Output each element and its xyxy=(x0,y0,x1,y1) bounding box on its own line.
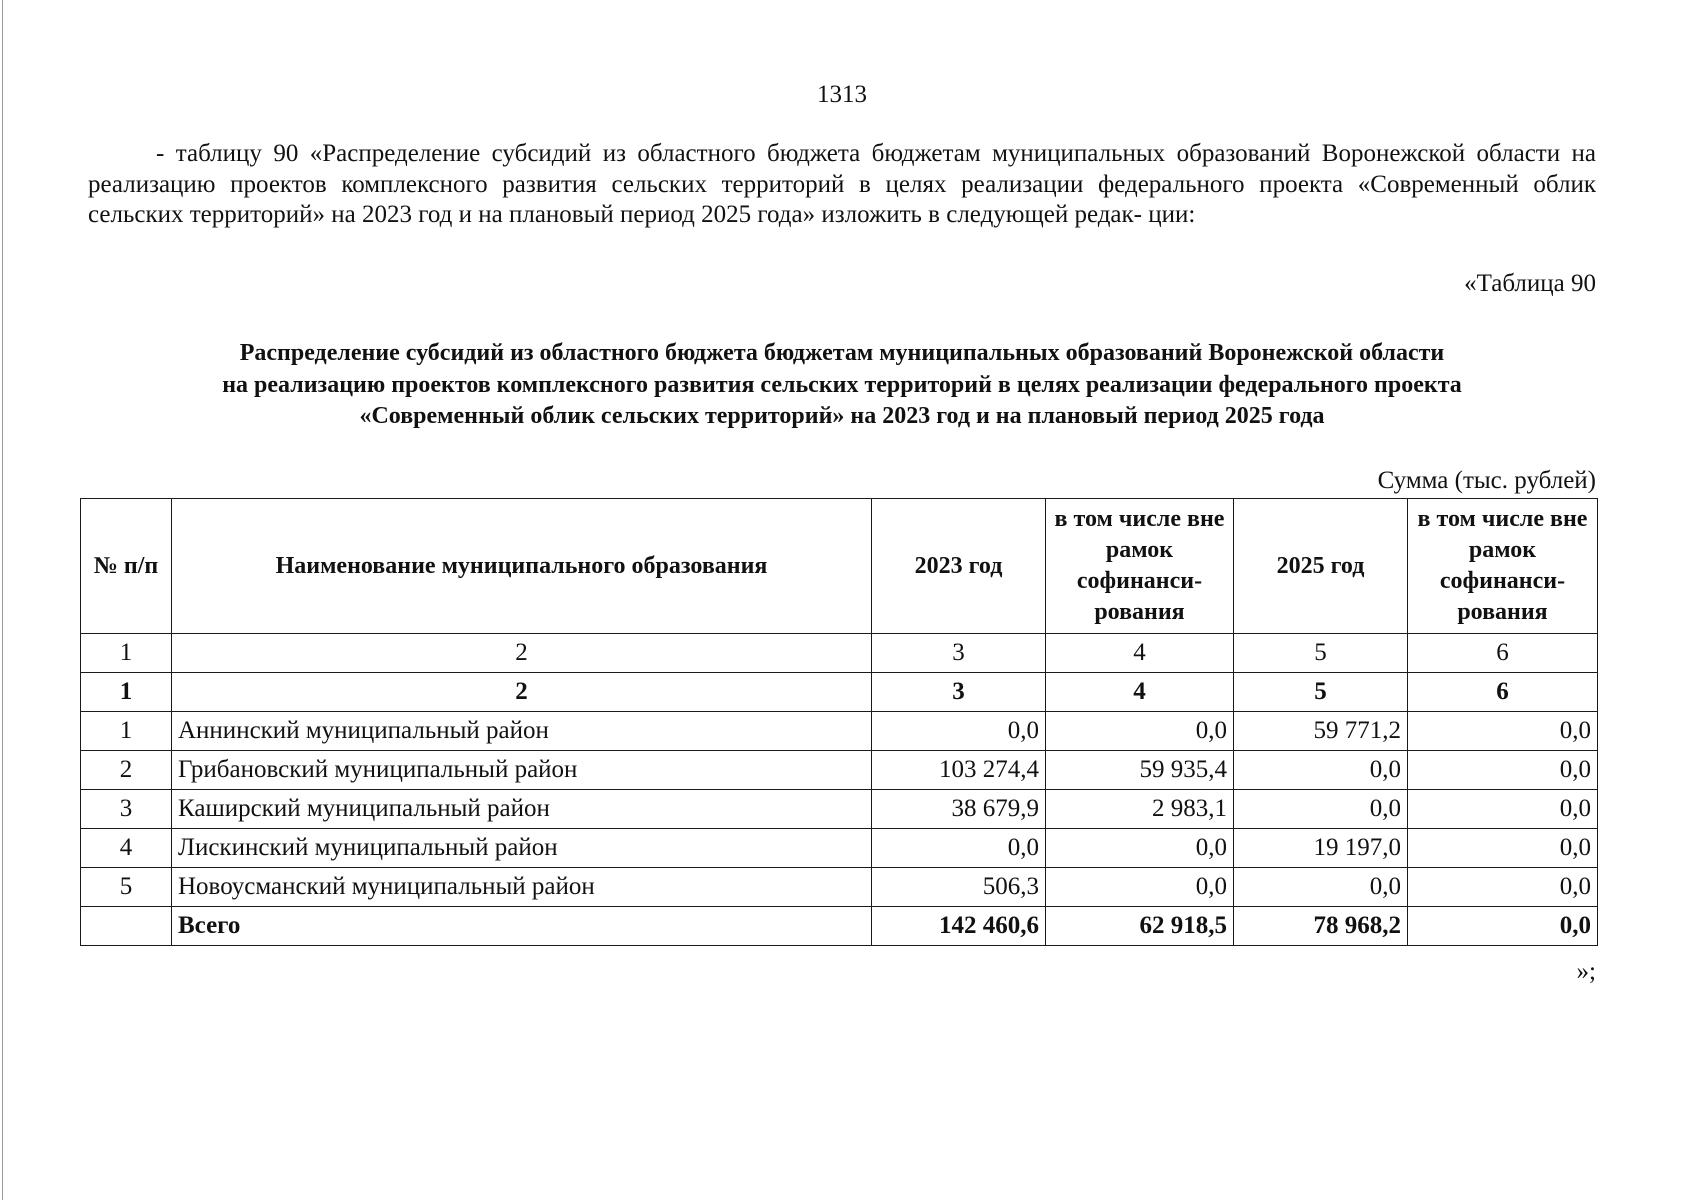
row-2023: 0,0 xyxy=(872,712,1046,751)
table-label: «Таблица 90 xyxy=(1464,270,1596,297)
row-2025: 0,0 xyxy=(1234,868,1408,907)
table-row xyxy=(81,868,1598,907)
row-num: 3 xyxy=(81,790,172,829)
bold-index-cell: 4 xyxy=(1046,673,1234,712)
bold-index-cell: 2 xyxy=(172,673,872,712)
total-row xyxy=(81,907,1598,946)
units-label: Сумма (тыс. рублей) xyxy=(1377,467,1596,494)
total-2023-extra: 62 918,5 xyxy=(1046,907,1234,946)
row-2023-extra: 59 935,4 xyxy=(1046,751,1234,790)
total-label: Всего xyxy=(172,907,872,946)
header-num: № п/п xyxy=(81,499,172,634)
row-2025-extra: 0,0 xyxy=(1408,751,1598,790)
page-edge-line xyxy=(2,0,3,1200)
row-2023-extra: 0,0 xyxy=(1046,829,1234,868)
table-row xyxy=(81,790,1598,829)
total-2025-extra: 0,0 xyxy=(1408,907,1598,946)
row-2023-extra: 0,0 xyxy=(1046,712,1234,751)
table-header-row xyxy=(81,499,1598,634)
row-2025-extra: 0,0 xyxy=(1408,790,1598,829)
row-name: Каширский муниципальный район xyxy=(172,790,872,829)
subsidy-table xyxy=(80,498,1598,946)
table-row xyxy=(81,712,1598,751)
row-2023: 506,3 xyxy=(872,868,1046,907)
total-2023: 142 460,6 xyxy=(872,907,1046,946)
header-2025-extra: в том числе вне рамок софинанси- рования xyxy=(1408,499,1598,634)
header-2025: 2025 год xyxy=(1234,499,1408,634)
table-title-line-2: на реализацию проектов комплексного развития сельских территорий в целях реализации федерального проекта xyxy=(222,371,1462,398)
table-row xyxy=(81,751,1598,790)
table-row xyxy=(81,829,1598,868)
row-2025: 59 771,2 xyxy=(1234,712,1408,751)
index-cell: 2 xyxy=(172,634,872,673)
row-name: Аннинский муниципальный район xyxy=(172,712,872,751)
table-title xyxy=(88,338,1596,433)
index-cell: 6 xyxy=(1408,634,1598,673)
row-num: 5 xyxy=(81,868,172,907)
bold-index-cell: 5 xyxy=(1234,673,1408,712)
index-cell: 1 xyxy=(81,634,172,673)
index-cell: 5 xyxy=(1234,634,1408,673)
row-2025: 19 197,0 xyxy=(1234,829,1408,868)
intro-paragraph: - таблицу 90 «Распределение субсидий из областного бюджета бюджетам муниципальных образований Воронежской области на реализацию проектов комплексного развития сельских территорий в целях реализации федерального проекта «Современный облик сельских территорий» на 2023 год и на плановый период 2025 года» изложить в следующей редак- ции: xyxy=(88,140,1596,228)
total-num xyxy=(81,907,172,946)
row-2025-extra: 0,0 xyxy=(1408,712,1598,751)
row-2023: 103 274,4 xyxy=(872,751,1046,790)
page-number: 1313 xyxy=(817,81,867,108)
closing-quote: »; xyxy=(1576,958,1596,985)
row-2023: 38 679,9 xyxy=(872,790,1046,829)
bold-index-cell: 1 xyxy=(81,673,172,712)
index-cell: 3 xyxy=(872,634,1046,673)
row-name: Лискинский муниципальный район xyxy=(172,829,872,868)
header-2023-extra: в том числе вне рамок софинанси- рования xyxy=(1046,499,1234,634)
bold-index-cell: 3 xyxy=(872,673,1046,712)
header-name: Наименование муниципального образования xyxy=(172,499,872,634)
row-name: Новоусманский муниципальный район xyxy=(172,868,872,907)
row-num: 4 xyxy=(81,829,172,868)
row-2025-extra: 0,0 xyxy=(1408,868,1598,907)
table-title-line-1: Распределение субсидий из областного бюджета бюджетам муниципальных образований Воронежской области xyxy=(239,340,1445,366)
row-num: 1 xyxy=(81,712,172,751)
total-2025: 78 968,2 xyxy=(1234,907,1408,946)
index-cell: 4 xyxy=(1046,634,1234,673)
row-2023-extra: 0,0 xyxy=(1046,868,1234,907)
bold-column-index-row xyxy=(81,673,1598,712)
header-2023: 2023 год xyxy=(872,499,1046,634)
row-2025-extra: 0,0 xyxy=(1408,829,1598,868)
bold-index-cell: 6 xyxy=(1408,673,1598,712)
row-2023: 0,0 xyxy=(872,829,1046,868)
row-2025: 0,0 xyxy=(1234,751,1408,790)
row-name: Грибановский муниципальный район xyxy=(172,751,872,790)
row-2025: 0,0 xyxy=(1234,790,1408,829)
table-title-line-3: «Современный облик сельских территорий» на 2023 год и на плановый период 2025 года xyxy=(359,403,1325,429)
row-num: 2 xyxy=(81,751,172,790)
column-index-row xyxy=(81,634,1598,673)
row-2023-extra: 2 983,1 xyxy=(1046,790,1234,829)
